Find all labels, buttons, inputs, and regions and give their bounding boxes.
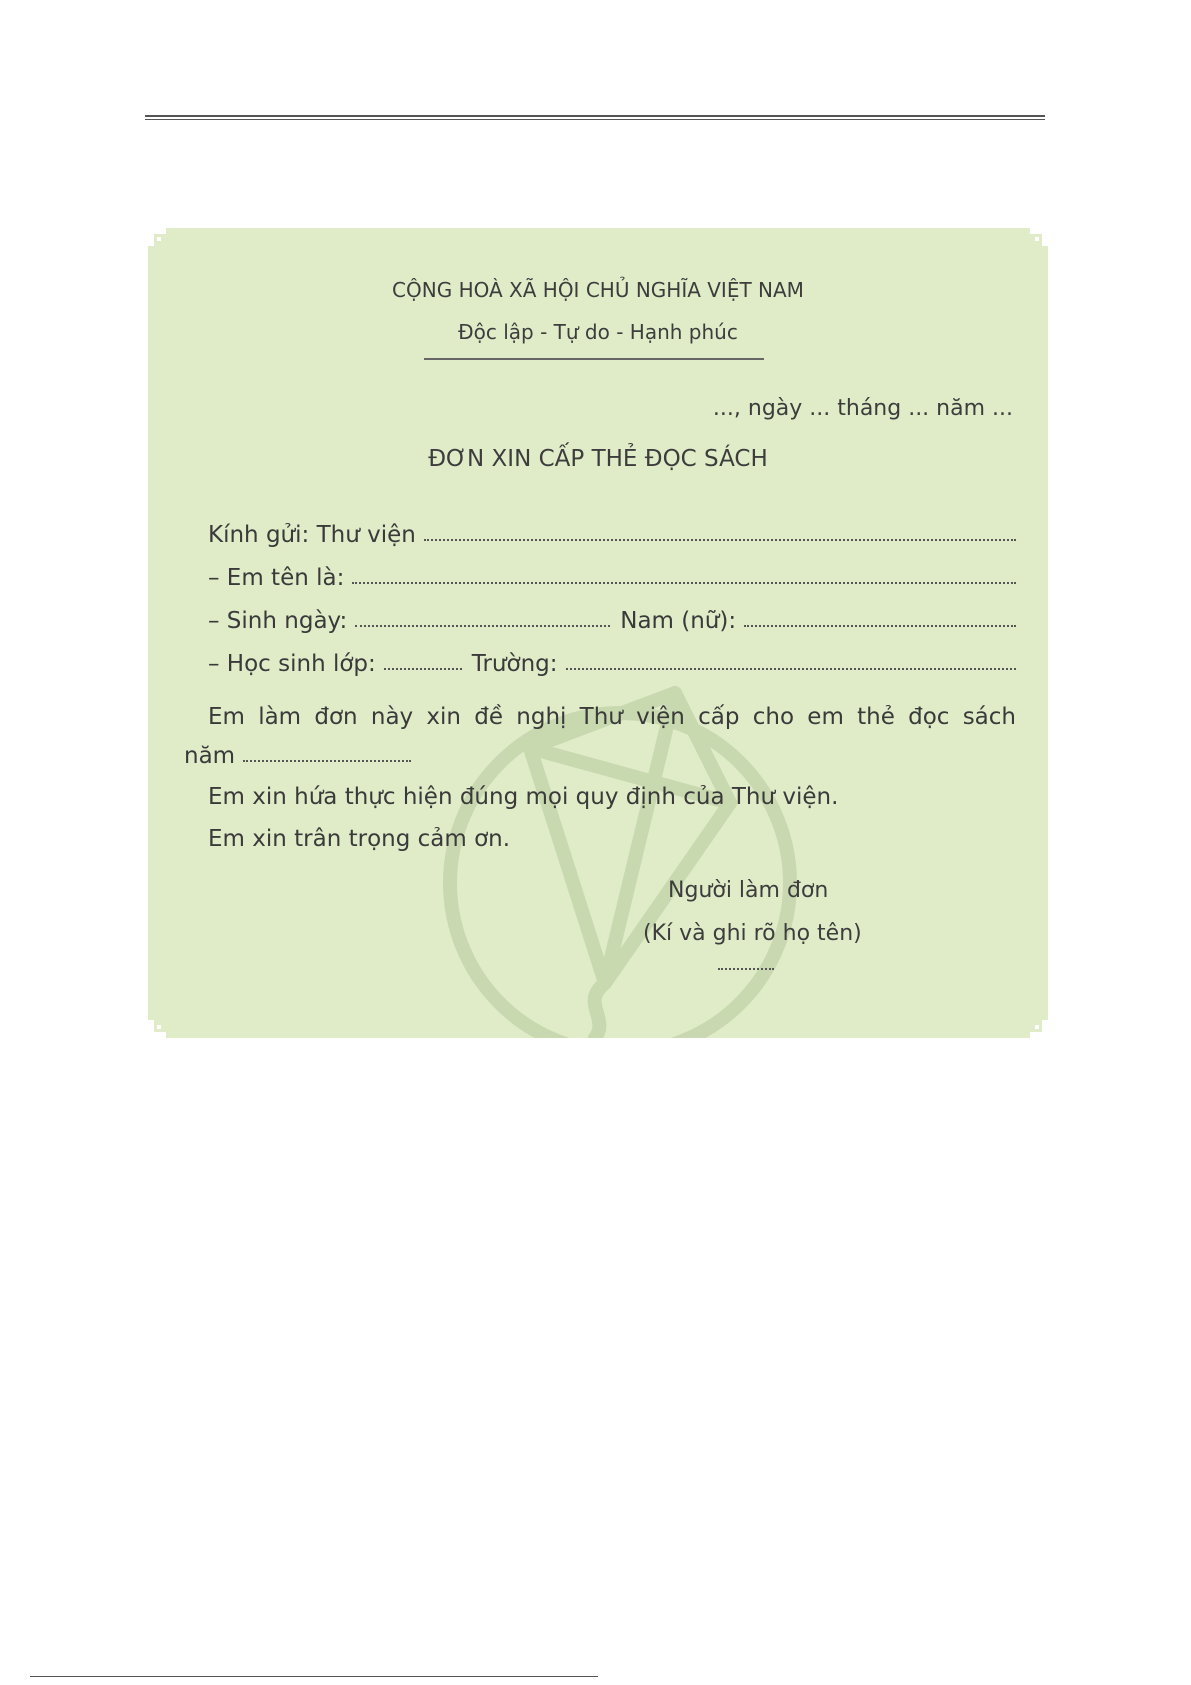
gender-label: Nam (nữ): (620, 608, 737, 634)
recipient-field (208, 518, 1016, 548)
name-label: – Em tên là: (208, 565, 345, 591)
top-rule (145, 115, 1045, 117)
class-school-field (208, 647, 1016, 677)
name-field (208, 561, 1016, 591)
gender-blank (744, 625, 1016, 627)
top-rule-thin (145, 119, 1045, 120)
recipient-label: Kính gửi: Thư viện (208, 522, 416, 548)
birth-label: – Sinh ngày: (208, 608, 348, 634)
year-field (184, 743, 411, 769)
footnote-rule (30, 1676, 598, 1677)
nation-header: CỘNG HOÀ XÃ HỘI CHỦ NGHĨA VIỆT NAM (392, 278, 804, 302)
signature-note: (Kí và ghi rõ họ tên) (643, 921, 862, 946)
form-title: ĐƠN XIN CẤP THẺ ĐỌC SÁCH (428, 446, 768, 472)
corner-ornament-bottom-right (1030, 1020, 1048, 1038)
school-blank (566, 668, 1017, 670)
class-label: – Học sinh lớp: (208, 651, 376, 677)
birth-blank (355, 625, 610, 627)
corner-ornament-bottom-left (148, 1020, 166, 1038)
corner-ornament-top-right (1030, 228, 1048, 246)
year-blank (243, 760, 411, 762)
application-form-card (148, 228, 1048, 1038)
signer-label: Người làm đơn (668, 878, 829, 903)
school-label: Trường: (471, 651, 558, 677)
year-label: năm (184, 743, 236, 769)
request-paragraph: Em làm đơn này xin đề nghị Thư viện cấp cho em thẻ đọc sách (208, 704, 1016, 730)
recipient-blank (424, 539, 1016, 541)
promise-paragraph: Em xin hứa thực hiện đúng mọi quy định của Thư viện. (208, 784, 839, 810)
motto-underline (424, 358, 764, 360)
thanks-paragraph: Em xin trân trọng cảm ơn. (208, 826, 511, 852)
signature-blank (718, 968, 774, 970)
date-line: ..., ngày ... tháng ... năm ... (712, 396, 1013, 421)
corner-ornament-top-left (148, 228, 166, 246)
motto-header: Độc lập - Tự do - Hạnh phúc (458, 320, 738, 344)
class-blank (384, 668, 462, 670)
birth-gender-field (208, 604, 1016, 634)
name-blank (352, 582, 1016, 584)
